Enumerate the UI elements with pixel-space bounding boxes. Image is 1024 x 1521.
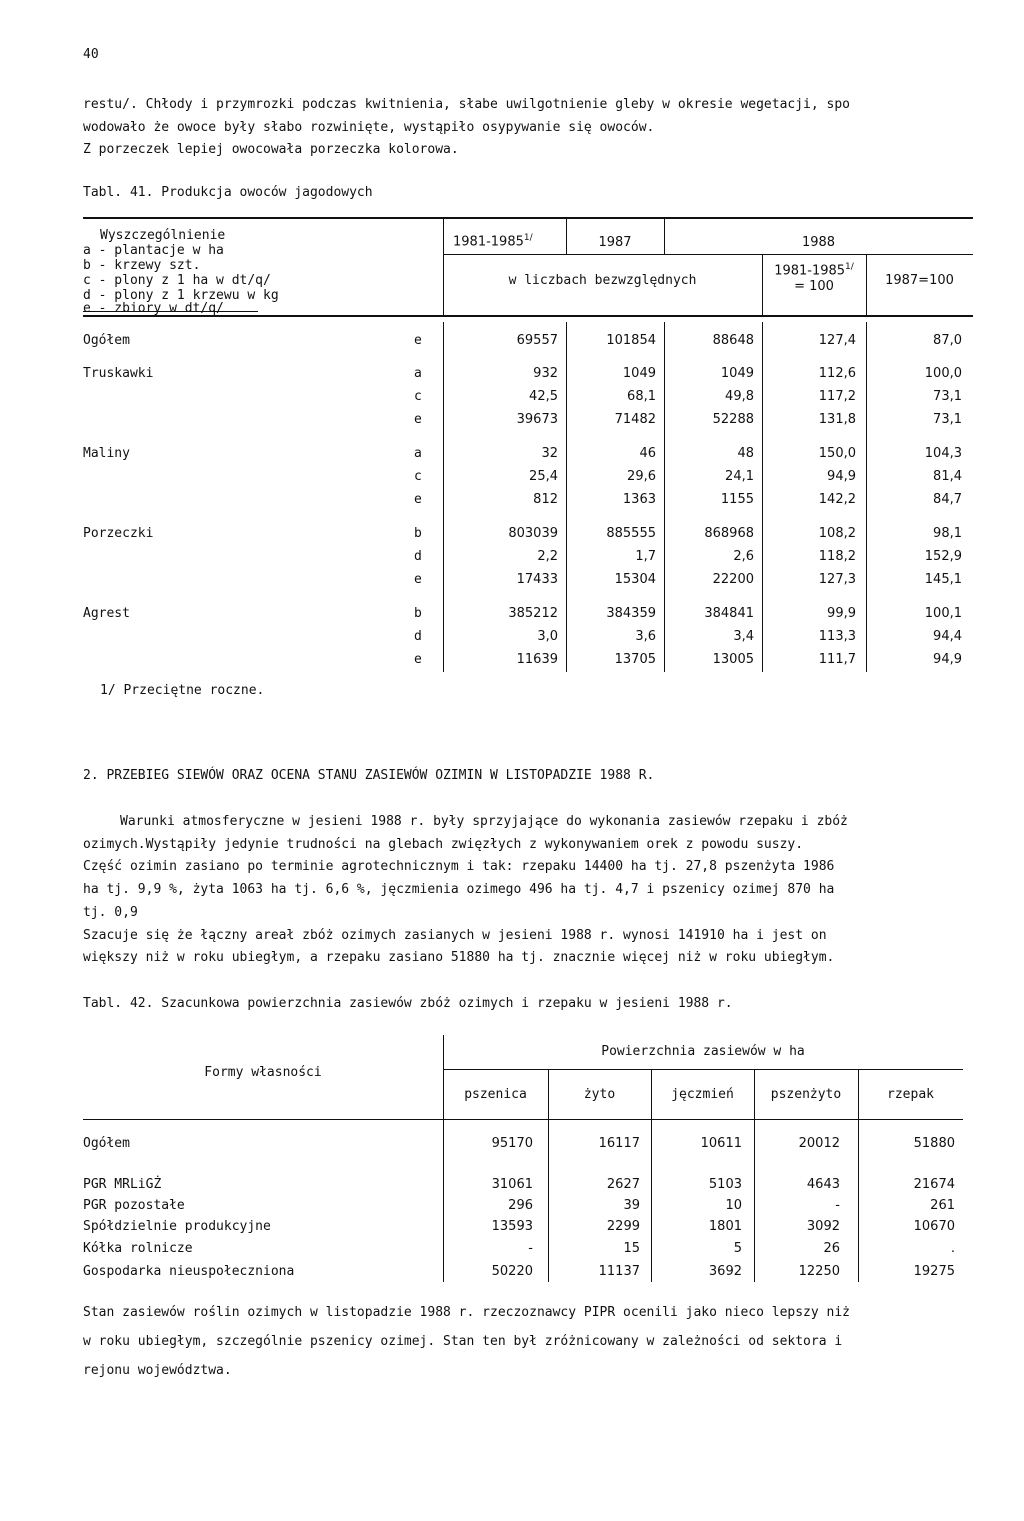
table-cell: 29,6 <box>627 469 656 484</box>
col-header-1987: 1987 <box>598 235 632 250</box>
table-cell: - <box>528 1241 533 1256</box>
table-cell: 2,2 <box>537 549 558 564</box>
table42-group-header: Powierzchnia zasiewów w ha <box>601 1044 805 1059</box>
col-header-jeczmien: jęczmień <box>671 1087 734 1102</box>
table41-caption: Tabl. 41. Produkcja owoców jagodowych <box>83 185 373 200</box>
table-cell: 73,1 <box>933 389 962 404</box>
col-header-pszenzyto: pszenżyto <box>770 1087 842 1102</box>
table42-body-vline <box>858 1120 859 1282</box>
row-label: Ogółem <box>83 333 130 348</box>
table-cell: 142,2 <box>818 492 856 507</box>
table-cell: 384359 <box>606 606 656 621</box>
row-code: e <box>414 572 422 587</box>
row-code: e <box>414 333 422 348</box>
table-cell: 26 <box>823 1241 840 1256</box>
table-cell: 25,4 <box>529 469 558 484</box>
closing-line: rejonu województwa. <box>83 1363 232 1378</box>
closing-line: Stan zasiewów roślin ozimych w listopadzie 1988 r. rzeczoznawcy PIPR ocenili jako nieco lepszy niż <box>83 1305 851 1320</box>
table-cell: 3,0 <box>537 629 558 644</box>
table-cell: 2299 <box>606 1219 640 1234</box>
stub-header-line: c - plony z 1 ha w dt/q/ <box>83 273 271 288</box>
col-header-1981-1985: $1981-1985^{1/}$ <box>453 233 533 250</box>
table-cell: 48 <box>737 446 754 461</box>
row-label: PGR pozostałe <box>83 1198 185 1213</box>
table-cell: 803039 <box>508 526 558 541</box>
table-cell: 13005 <box>712 652 754 667</box>
table42-body-vline <box>651 1120 652 1282</box>
table-cell: 4643 <box>806 1177 840 1192</box>
table-cell: 127,4 <box>818 333 856 348</box>
section2-line: ha tj. 9,9 %, żyta 1063 ha tj. 6,6 %, jęczmienia ozimego 496 ha tj. 4,7 i pszenicy ozimej 870 ha <box>83 882 835 897</box>
table-cell: 384841 <box>704 606 754 621</box>
table-cell: 84,7 <box>933 492 962 507</box>
row-label: Truskawki <box>83 366 154 381</box>
table-cell: 15 <box>623 1241 640 1256</box>
table-cell: 10670 <box>913 1219 955 1234</box>
table-cell: 868968 <box>704 526 754 541</box>
intro-line: wodowało że owoce były słabo rozwinięte, wystąpiło osypywanie się owoców. <box>83 120 655 135</box>
row-code: e <box>414 652 422 667</box>
row-code: d <box>414 629 422 644</box>
table-cell: 296 <box>508 1198 533 1213</box>
table41-vline <box>443 219 444 315</box>
table-cell: 51880 <box>913 1136 955 1151</box>
table-cell: 1049 <box>720 366 754 381</box>
table41-body-vline <box>866 322 867 672</box>
row-code: e <box>414 492 422 507</box>
table-cell: 32 <box>541 446 558 461</box>
table42-head-bottom-rule <box>83 1119 963 1120</box>
table-cell: 3,6 <box>635 629 656 644</box>
table-cell: 1,7 <box>635 549 656 564</box>
table-cell: 1363 <box>622 492 656 507</box>
table-cell: 885555 <box>606 526 656 541</box>
table-cell: 39 <box>623 1198 640 1213</box>
table-cell: 131,8 <box>818 412 856 427</box>
table-cell: 385212 <box>508 606 558 621</box>
section2-line: Warunki atmosferyczne w jesieni 1988 r. były sprzyjające do wykonania zasiewów rzepaku i zbóż <box>120 814 848 829</box>
table-cell: 101854 <box>606 333 656 348</box>
table-cell: 46 <box>639 446 656 461</box>
table42-body-vline <box>443 1120 444 1282</box>
table-cell: 87,0 <box>933 333 962 348</box>
table-cell: 1049 <box>622 366 656 381</box>
table-cell: 127,3 <box>818 572 856 587</box>
subheader-index-1981: $1981-1985^{1/}$ <box>774 262 854 279</box>
table41-body-vline <box>443 322 444 672</box>
table42-stub-header: Formy własności <box>204 1065 322 1080</box>
table-cell: 50220 <box>491 1264 533 1279</box>
table-cell: 100,0 <box>924 366 962 381</box>
table-cell: 19275 <box>913 1264 955 1279</box>
table-cell: 108,2 <box>818 526 856 541</box>
row-code: b <box>414 606 422 621</box>
table-cell: 3092 <box>806 1219 840 1234</box>
table-cell: . <box>950 1241 955 1256</box>
table-cell: 16117 <box>598 1136 640 1151</box>
table-cell: 104,3 <box>924 446 962 461</box>
row-label: Kółka rolnicze <box>83 1241 193 1256</box>
table-cell: 88648 <box>712 333 754 348</box>
table-cell: 3692 <box>708 1264 742 1279</box>
section2-heading: 2. PRZEBIEG SIEWÓW ORAZ OCENA STANU ZASIEWÓW OZIMIN W LISTOPADZIE 1988 R. <box>83 768 655 783</box>
table-cell: 117,2 <box>818 389 856 404</box>
stub-header-line: a - plantacje w ha <box>83 243 224 258</box>
intro-line: restu/. Chłody i przymrozki podczas kwitnienia, słabe uwilgotnienie gleby w okresie wegetacji, spo <box>83 97 851 112</box>
table42-body-vline <box>548 1120 549 1282</box>
table-cell: 112,6 <box>818 366 856 381</box>
subheader-index-1987: 1987=100 <box>885 273 954 288</box>
page-number: 40 <box>83 47 99 62</box>
row-code: c <box>414 469 422 484</box>
table-cell: 94,9 <box>933 652 962 667</box>
table-cell: 145,1 <box>924 572 962 587</box>
stub-header-line: b - krzewy szt. <box>83 258 201 273</box>
stub-header-line: Wyszczególnienie <box>100 228 226 243</box>
table-cell: 1801 <box>708 1219 742 1234</box>
table-cell: 118,2 <box>818 549 856 564</box>
table41-header-rule <box>443 254 973 255</box>
table41-footnote: 1/ Przeciętne roczne. <box>100 683 265 698</box>
table-cell: 94,9 <box>827 469 856 484</box>
table-cell: 21674 <box>913 1177 955 1192</box>
table-cell: 42,5 <box>529 389 558 404</box>
table-cell: 113,3 <box>818 629 856 644</box>
table41-top-rule <box>83 217 973 219</box>
col-header-rzepak: rzepak <box>887 1087 934 1102</box>
col-header-pszenica: pszenica <box>464 1087 527 1102</box>
row-label: Spółdzielnie produkcyjne <box>83 1219 271 1234</box>
subheader-index-1981-eq: = 100 <box>794 279 834 294</box>
table-cell: 15304 <box>614 572 656 587</box>
table-cell: 71482 <box>614 412 656 427</box>
row-label: Agrest <box>83 606 130 621</box>
table-cell: 68,1 <box>627 389 656 404</box>
table-cell: 150,0 <box>818 446 856 461</box>
row-code: c <box>414 389 422 404</box>
table-cell: 10611 <box>700 1136 742 1151</box>
row-label: Maliny <box>83 446 130 461</box>
table-cell: 31061 <box>491 1177 533 1192</box>
table-cell: 5103 <box>708 1177 742 1192</box>
table-cell: 2627 <box>606 1177 640 1192</box>
table-cell: 20012 <box>798 1136 840 1151</box>
table41-body-vline <box>762 322 763 672</box>
table-cell: 17433 <box>516 572 558 587</box>
table41-body-vline <box>664 322 665 672</box>
table-cell: 13593 <box>491 1219 533 1234</box>
table-cell: 10 <box>725 1198 742 1213</box>
table-cell: 13705 <box>614 652 656 667</box>
table-cell: 261 <box>930 1198 955 1213</box>
table-cell: 932 <box>533 366 558 381</box>
table-cell: 99,9 <box>827 606 856 621</box>
row-code: a <box>414 446 422 461</box>
table42-body-vline <box>754 1120 755 1282</box>
stub-header-line: d - plony z 1 krzewu w kg <box>83 288 279 303</box>
table42-caption: Tabl. 42. Szacunkowa powierzchnia zasiewów zbóż ozimych i rzepaku w jesieni 1988 r. <box>83 996 733 1011</box>
section2-line: większy niż w roku ubiegłym, a rzepaku zasiano 51880 ha tj. znacznie więcej niż w roku ubiegłym. <box>83 950 835 965</box>
table-cell: 24,1 <box>725 469 754 484</box>
table-cell: 2,6 <box>733 549 754 564</box>
table-cell: 81,4 <box>933 469 962 484</box>
table-cell: 95170 <box>491 1136 533 1151</box>
table-cell: 22200 <box>712 572 754 587</box>
section2-line: Część ozimin zasiano po terminie agrotechnicznym i tak: rzepaku 14400 ha tj. 27,8 pszenżyta 1986 <box>83 859 835 874</box>
row-label: Porzeczki <box>83 526 154 541</box>
subheader-absolute: w liczbach bezwzględnych <box>508 273 697 288</box>
table41-body-vline <box>566 322 567 672</box>
stub-header-line: e - zbiory w dt/q/ <box>83 301 224 316</box>
table-cell: 100,1 <box>924 606 962 621</box>
table-cell: 11639 <box>516 652 558 667</box>
section2-line: ozimych.Wystąpiły jedynie trudności na glebach zwięzłych z wykonywaniem orek z powodu suszy. <box>83 837 804 852</box>
table-cell: 11137 <box>598 1264 640 1279</box>
table42-group-rule <box>443 1069 963 1070</box>
table-cell: 39673 <box>516 412 558 427</box>
table-cell: 49,8 <box>725 389 754 404</box>
closing-line: w roku ubiegłym, szczególnie pszenicy ozimej. Stan ten był zróżnicowany w zależności od sektora i <box>83 1334 843 1349</box>
row-label: PGR MRLiGŻ <box>83 1177 162 1192</box>
table-cell: 98,1 <box>933 526 962 541</box>
row-label: Gospodarka nieuspołeczniona <box>83 1264 295 1279</box>
row-code: b <box>414 526 422 541</box>
col-header-zyto: żyto <box>583 1087 616 1102</box>
intro-line: Z porzeczek lepiej owocowała porzeczka kolorowa. <box>83 142 459 157</box>
section2-line: tj. 0,9 <box>83 905 138 920</box>
table-cell: 73,1 <box>933 412 962 427</box>
table-cell: 1155 <box>720 492 754 507</box>
section2-line: Szacuje się że łączny areał zbóż ozimych zasianych w jesieni 1988 r. wynosi 141910 ha i jest on <box>83 928 827 943</box>
row-code: a <box>414 366 422 381</box>
row-label: Ogółem <box>83 1136 130 1151</box>
table-cell: 111,7 <box>818 652 856 667</box>
table-cell: 94,4 <box>933 629 962 644</box>
table-cell: 3,4 <box>733 629 754 644</box>
table-cell: 12250 <box>798 1264 840 1279</box>
table-cell: 152,9 <box>924 549 962 564</box>
table-cell: - <box>835 1198 840 1213</box>
table-cell: 52288 <box>712 412 754 427</box>
col-header-1988: 1988 <box>801 235 836 250</box>
row-code: e <box>414 412 422 427</box>
table-cell: 5 <box>733 1241 742 1256</box>
table-cell: 812 <box>533 492 558 507</box>
row-code: d <box>414 549 422 564</box>
table-cell: 69557 <box>516 333 558 348</box>
